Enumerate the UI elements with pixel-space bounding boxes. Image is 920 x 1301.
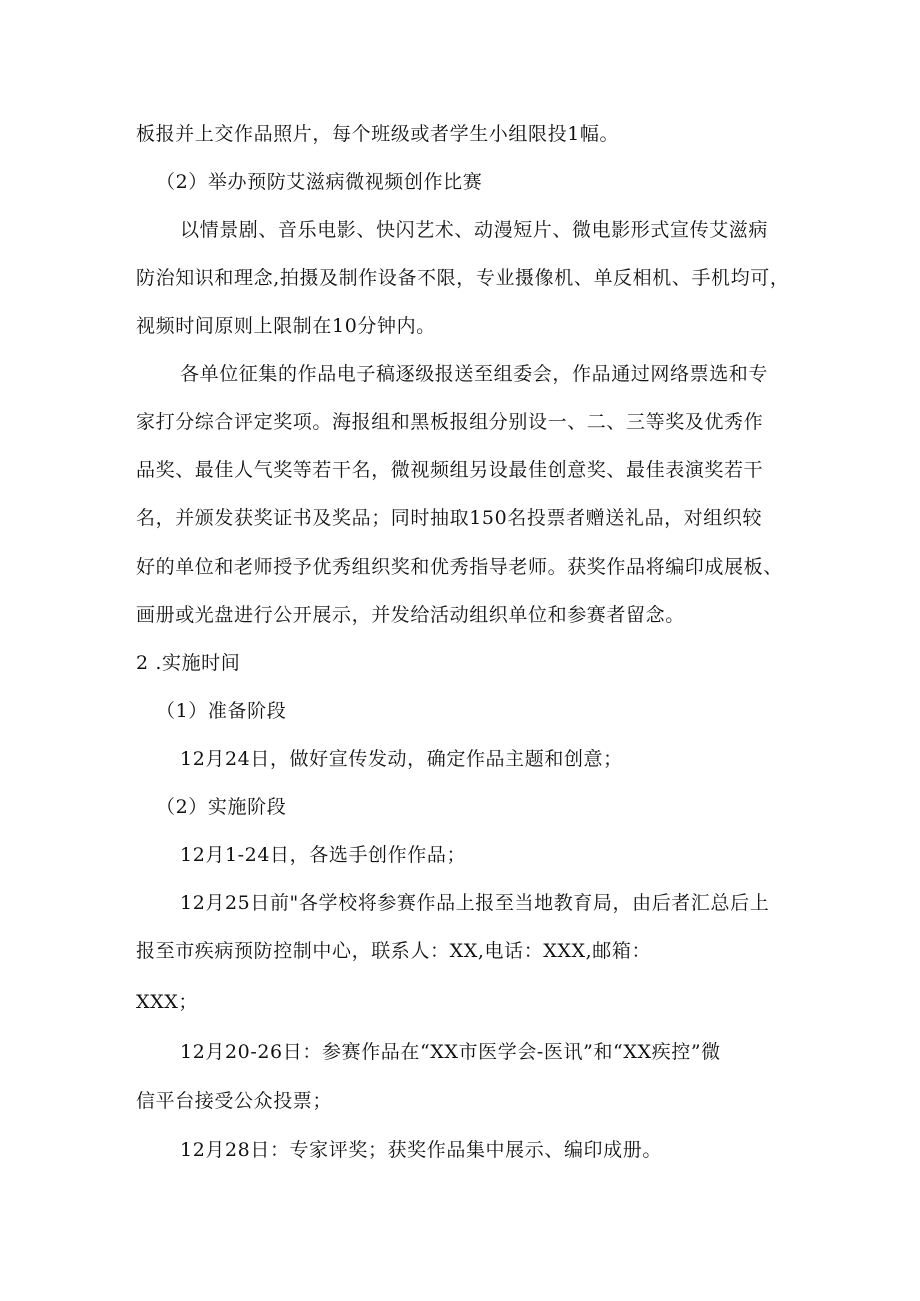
text-line: 以情景剧、音乐电影、快闪艺术、动漫短片、微电影形式宣传艾滋病 (180, 219, 769, 241)
text-line: 名，并颁发获奖证书及奖品；同时抽取150名投票者赠送礼品，对组织较 (136, 507, 763, 529)
text-line: 视频时间原则上限制在10分钟内。 (136, 315, 436, 337)
text-line: 品奖、最佳人气奖等若干名，微视频组另设最佳创意奖、最佳表演奖若干 (136, 459, 764, 481)
subsection-heading: （2）实施阶段 (156, 796, 287, 818)
text-line: 信平台接受公众投票； (136, 1090, 333, 1112)
text-line: 12月25日前"各学校将参赛作品上报至当地教育局，由后者汇总后上 (180, 892, 770, 914)
text-line: 报至市疾病预防控制中心，联系人：XX,电话：XXX,邮箱： (136, 940, 652, 962)
text-line: 板报并上交作品照片，每个班级或者学生小组限投1幅。 (136, 123, 620, 145)
text-line: 好的单位和老师授予优秀组织奖和优秀指导老师。获奖作品将编印成展板、 (136, 556, 783, 578)
subsection-heading: （2）举办预防艾滋病微视频创作比赛 (156, 171, 483, 193)
text-line: 12月20-26日：参赛作品在“XX市医学会-医讯”和“XX疾控”微 (180, 1041, 721, 1063)
text-line: 家打分综合评定奖项。海报组和黑板报组分别设一、二、三等奖及优秀作 (136, 411, 764, 433)
text-line: 画册或光盘进行公开展示，并发给活动组织单位和参赛者留念。 (136, 604, 685, 626)
text-line: 12月24日，做好宣传发动，确定作品主题和创意； (180, 748, 623, 770)
subsection-heading: （1）准备阶段 (156, 700, 287, 722)
text-line: 防治知识和理念,拍摄及制作设备不限，专业摄像机、单反相机、手机均可， (136, 267, 790, 289)
text-line: XXX； (136, 991, 198, 1013)
section-heading: 2 .实施时间 (136, 652, 241, 674)
text-line: 12月1-24日，各选手创作作品； (180, 844, 467, 866)
text-line: 12月28日：专家评奖；获奖作品集中展示、编印成册。 (180, 1139, 662, 1161)
text-line: 各单位征集的作品电子稿逐级报送至组委会，作品通过网络票选和专 (180, 363, 769, 385)
